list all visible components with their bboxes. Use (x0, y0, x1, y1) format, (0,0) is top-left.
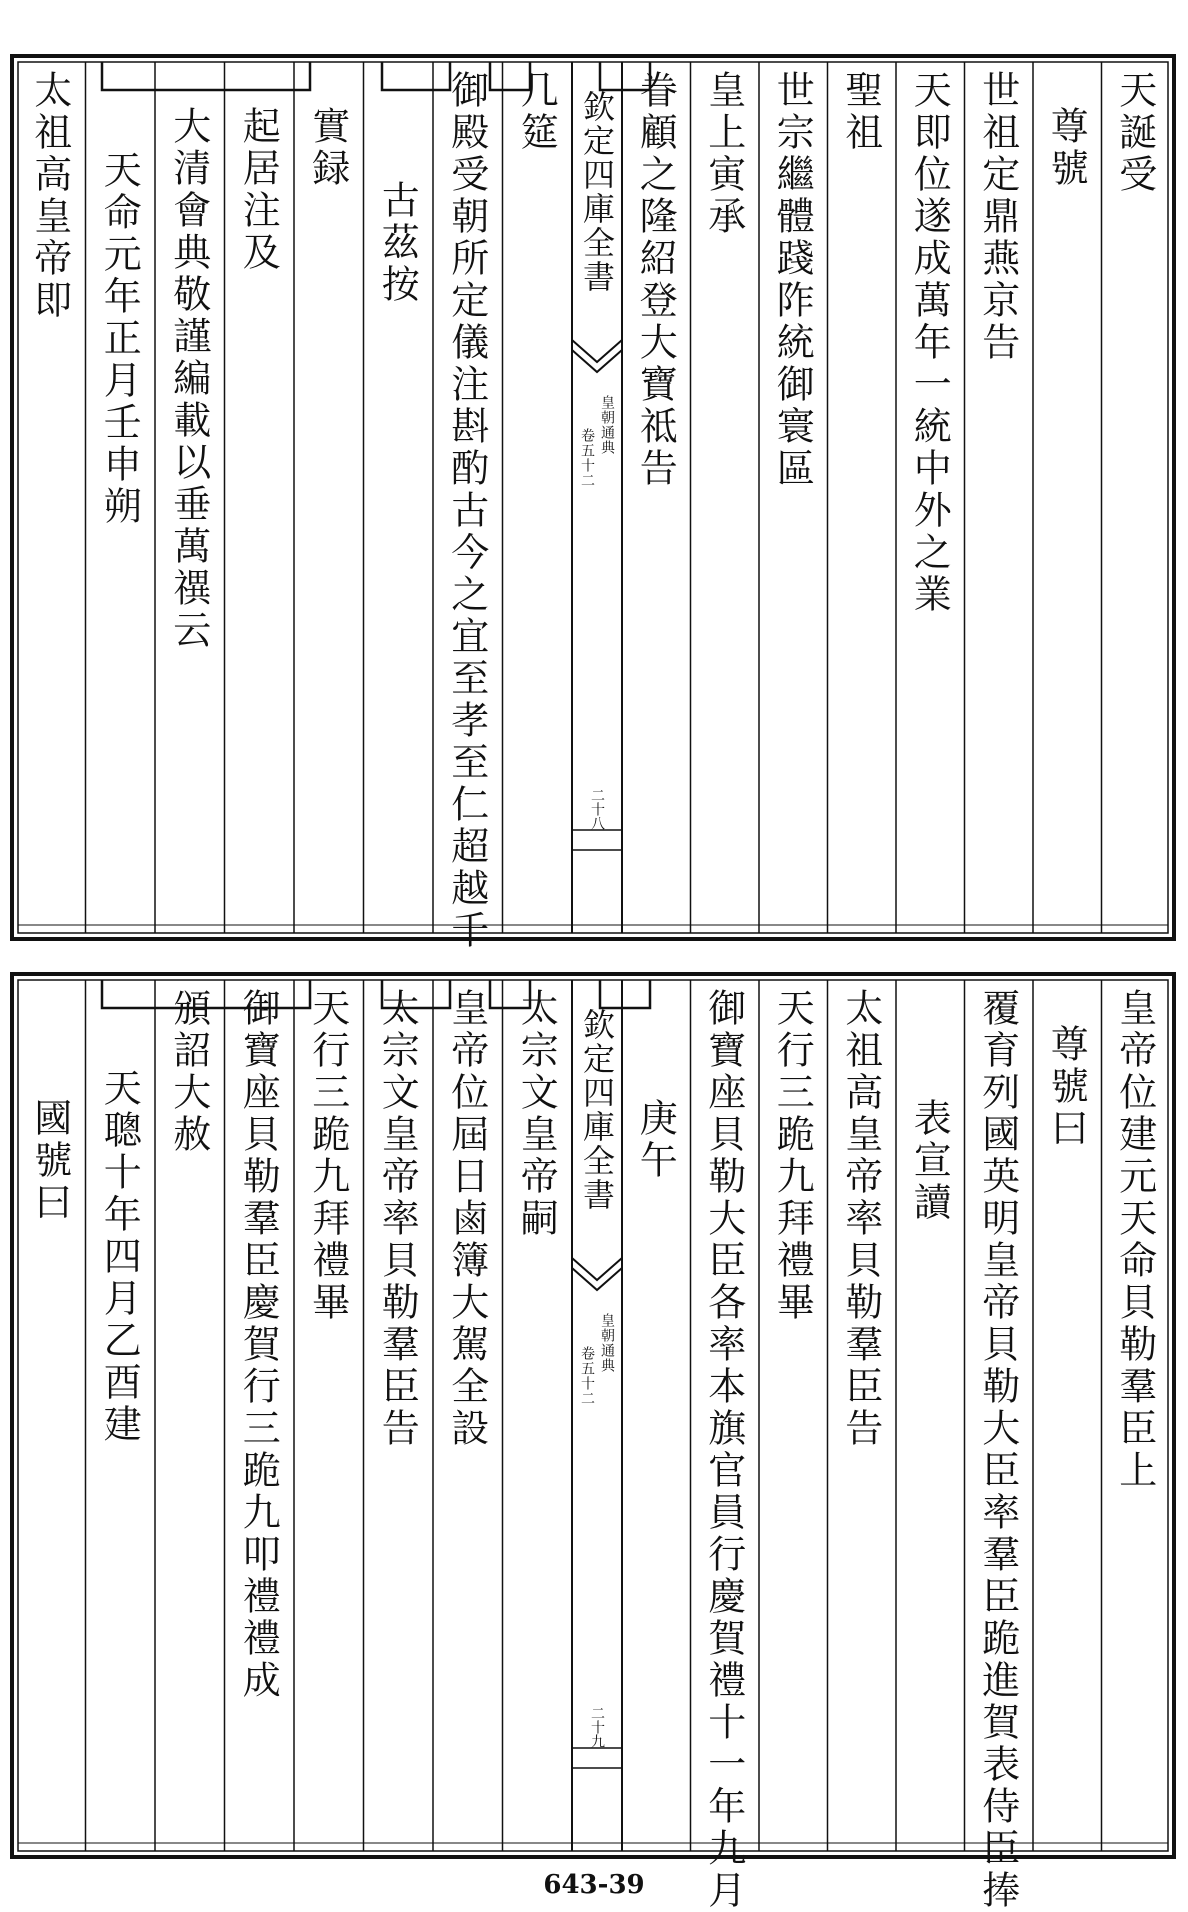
fish-tail-mark (572, 340, 622, 372)
header-notch (382, 62, 450, 90)
text-column: 太宗文皇帝率貝勒羣臣告 (375, 988, 420, 1450)
top-center-title: 欽定四庫全書 (578, 90, 616, 294)
text-column: 世祖定鼎燕京告 (975, 70, 1020, 364)
text-column: 聖祖 (838, 70, 883, 154)
text-column: 皇帝位建元天命貝勒羣臣上 (1112, 988, 1157, 1492)
text-column: 國號曰 (27, 1098, 72, 1224)
page-number: 643-39 (543, 1870, 645, 1900)
text-column: 皇上寅承 (701, 70, 746, 238)
text-column: 太祖高皇帝即 (27, 70, 72, 322)
text-column: 天即位遂成萬年一統中外之業 (907, 70, 952, 616)
header-notch (102, 62, 310, 90)
fish-tail-mark (572, 1258, 622, 1290)
text-column: 頒詔大赦 (166, 988, 211, 1156)
text-column: 大清會典敬謹編載以垂萬禩云 (166, 106, 211, 652)
text-column: 天行三跪九拜禮畢 (305, 988, 350, 1324)
text-column: 皇帝位屆日鹵簿大駕全設 (444, 988, 489, 1450)
text-column: 眷顧之隆紹登大寶祗告 (633, 70, 678, 490)
text-column: 御寶座貝勒大臣各率本旗官員行慶賀禮十一年九月 (701, 988, 746, 1912)
text-column: 覆育列國英明皇帝貝勒大臣率羣臣跪進賀表侍臣捧 (975, 988, 1020, 1912)
text-column: 起居注及 (236, 106, 281, 274)
bottom-center-volume: 卷五十二 (579, 1346, 595, 1406)
text-column: 實録 (305, 106, 350, 190)
text-column: 御寶座貝勒羣臣慶賀行三跪九叩禮禮成 (236, 988, 281, 1702)
top-center-folio: 二十八 (589, 788, 605, 830)
text-column: 古茲按 (375, 180, 420, 306)
top-center-book: 皇朝通典 (599, 395, 615, 455)
text-column: 天命元年正月壬申朔 (97, 150, 142, 528)
header-notch (600, 980, 650, 1008)
text-column: 尊號曰 (1044, 1024, 1089, 1150)
top-center-volume: 卷五十二 (579, 428, 595, 488)
text-column: 表宣讀 (907, 1098, 952, 1224)
bottom-center-folio: 二十九 (589, 1706, 605, 1748)
text-column: 太宗文皇帝嗣 (514, 988, 559, 1240)
text-column: 世宗繼體踐阼統御寰區 (770, 70, 815, 490)
text-column: 天行三跪九拜禮畢 (770, 988, 815, 1324)
text-column: 天聰十年四月乙酉建 (97, 1068, 142, 1446)
bottom-center-title: 欽定四庫全書 (578, 1008, 616, 1212)
top-page (10, 50, 1178, 952)
text-column: 御殿受朝所定儀注斟酌古今之宜至孝至仁超越千 (444, 70, 489, 952)
text-column: 几筵 (514, 70, 559, 154)
text-column: 太祖高皇帝率貝勒羣臣告 (838, 988, 883, 1450)
text-column: 天誕受 (1112, 70, 1157, 196)
text-column: 尊號 (1044, 106, 1089, 190)
bottom-center-book: 皇朝通典 (599, 1313, 615, 1373)
text-column: 庚午 (633, 1098, 678, 1182)
